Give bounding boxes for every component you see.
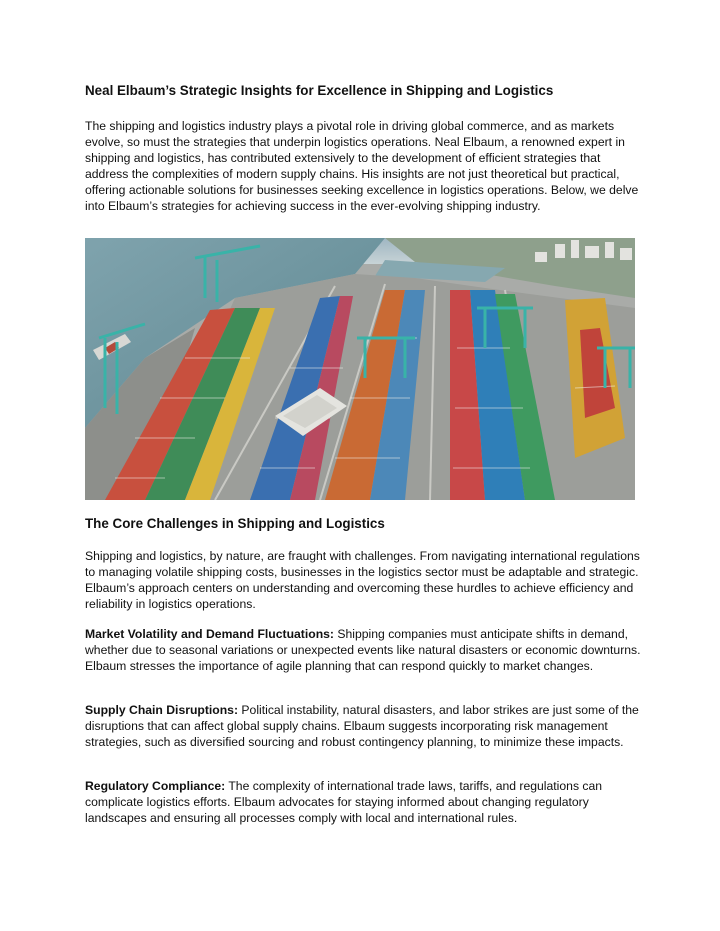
section-intro-paragraph: Shipping and logistics, by nature, are fraught with challenges. From navigating international regulations to managing volatile shipping costs, businesses in the logistics sector must be adaptable and strategic. Elbaum’s approach centers on understanding and overcoming these hurdles to achieve efficiency and reliability in logistics operations. [85, 549, 640, 611]
challenge-label: Supply Chain Disruptions: [85, 703, 239, 717]
intro-paragraph: The shipping and logistics industry plays a pivotal role in driving global commerce, and as markets evolve, so must the strategies that underpin logistics operations. Neal Elbaum, a renowned expert in shipping and logistics, has contributed extensively to the development of efficient strategies that address the complexities of modern supply chains. His insights are not just theoretical but practical, offering actionable solutions for businesses seeking excellence in logistics operations. Below, we delve into Elbaum’s strategies for achieving success in the ever-evolving shipping industry. [85, 119, 639, 213]
section-heading: The Core Challenges in Shipping and Logistics [85, 516, 385, 531]
challenge-label: Market Volatility and Demand Fluctuations: [85, 627, 334, 641]
challenge-paragraph [85, 702, 645, 750]
challenge-text: Shipping companies must anticipate shifts in demand, whether due to seasonal variations or unexpected events like natural disasters or economic downturns. Elbaum stresses the importance of agile planning that can respond quickly to market changes. [85, 627, 641, 673]
document-title: Neal Elbaum’s Strategic Insights for Excellence in Shipping and Logistics [85, 83, 554, 98]
container-port-aerial-photo [85, 238, 635, 500]
challenge-paragraph [85, 626, 645, 674]
challenge-paragraph [85, 778, 645, 826]
challenge-label: Regulatory Compliance: [85, 779, 226, 793]
challenge-text: The complexity of international trade laws, tariffs, and regulations can complicate logistics efforts. Elbaum advocates for staying informed about changing regulatory landscapes and ensuring all processes comply with local and international rules. [85, 779, 603, 825]
challenge-text: Political instability, natural disasters, and labor strikes are just some of the disruptions that can affect global supply chains. Elbaum suggests incorporating risk management strategies, such as diversified sourcing and robust contingency planning, to minimize these impacts. [85, 703, 639, 749]
